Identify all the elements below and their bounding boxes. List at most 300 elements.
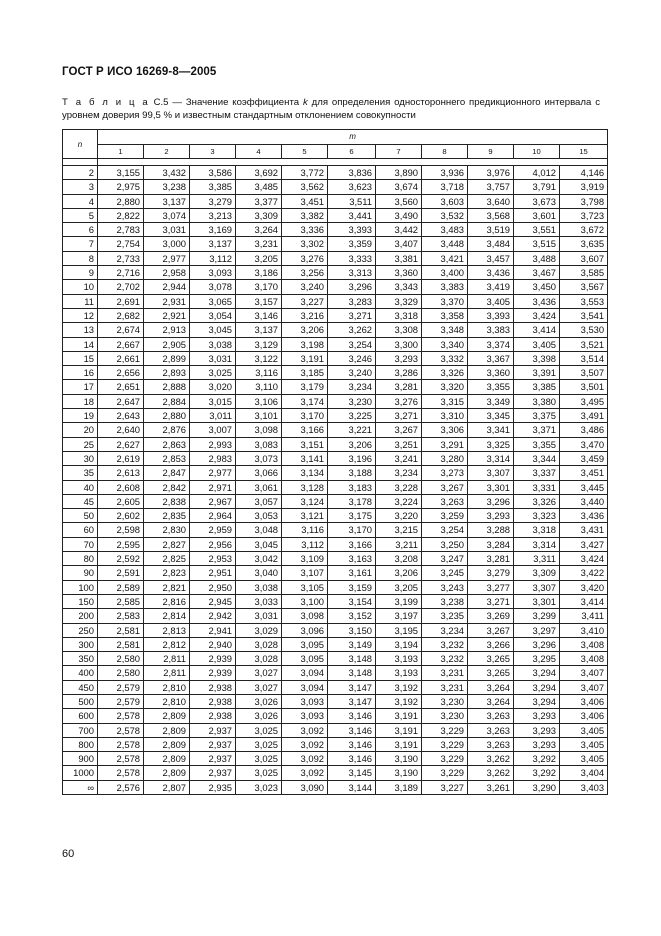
- value-cell: 2,619: [98, 451, 144, 465]
- value-cell: 3,170: [236, 280, 282, 294]
- value-cell: 3,129: [236, 337, 282, 351]
- value-cell: 3,093: [282, 694, 328, 708]
- value-cell: 3,336: [282, 223, 328, 237]
- value-cell: 3,189: [376, 780, 422, 794]
- value-cell: 2,931: [144, 294, 190, 308]
- value-cell: 3,294: [514, 680, 560, 694]
- value-cell: 2,702: [98, 280, 144, 294]
- value-cell: 3,337: [514, 466, 560, 480]
- value-cell: 2,921: [144, 308, 190, 322]
- row-n-cell: 40: [63, 480, 98, 494]
- value-cell: 3,137: [236, 323, 282, 337]
- value-cell: 2,605: [98, 494, 144, 508]
- row-n-cell: 35: [63, 466, 98, 480]
- table-row: [63, 737, 608, 751]
- value-cell: 2,810: [144, 680, 190, 694]
- value-cell: 3,296: [328, 280, 376, 294]
- value-cell: 3,211: [376, 537, 422, 551]
- value-cell: 3,213: [190, 208, 236, 222]
- value-cell: 3,490: [376, 208, 422, 222]
- value-cell: 3,314: [468, 451, 514, 465]
- value-cell: 3,673: [514, 194, 560, 208]
- row-n-cell: 16: [63, 366, 98, 380]
- value-cell: 3,284: [468, 537, 514, 551]
- value-cell: 3,262: [328, 323, 376, 337]
- value-cell: 3,341: [468, 423, 514, 437]
- value-cell: 3,092: [282, 766, 328, 780]
- value-cell: 2,940: [190, 637, 236, 651]
- value-cell: 2,971: [190, 480, 236, 494]
- table-row: [63, 409, 608, 423]
- row-n-cell: 50: [63, 509, 98, 523]
- value-cell: 3,405: [560, 723, 608, 737]
- value-cell: 2,838: [144, 494, 190, 508]
- row-n-cell: 20: [63, 423, 98, 437]
- value-cell: 3,092: [282, 737, 328, 751]
- value-cell: 3,146: [328, 723, 376, 737]
- value-cell: 3,238: [144, 180, 190, 194]
- value-cell: 2,937: [190, 723, 236, 737]
- value-cell: 3,228: [376, 480, 422, 494]
- value-cell: 2,939: [190, 666, 236, 680]
- value-cell: 3,263: [422, 494, 468, 508]
- value-cell: 3,355: [468, 380, 514, 394]
- value-cell: 3,281: [468, 552, 514, 566]
- row-n-cell: 450: [63, 680, 98, 694]
- value-cell: 3,192: [376, 680, 422, 694]
- value-cell: 3,146: [328, 752, 376, 766]
- value-cell: 3,191: [376, 723, 422, 737]
- value-cell: 2,938: [190, 694, 236, 708]
- value-cell: 3,263: [468, 723, 514, 737]
- value-cell: 3,048: [236, 523, 282, 537]
- value-cell: 3,718: [422, 180, 468, 194]
- value-cell: 3,215: [376, 523, 422, 537]
- value-cell: 3,231: [422, 666, 468, 680]
- value-cell: 3,674: [376, 180, 422, 194]
- table-row: [63, 366, 608, 380]
- value-cell: 3,095: [282, 652, 328, 666]
- table-row: [63, 566, 608, 580]
- value-cell: 3,325: [468, 437, 514, 451]
- value-cell: 3,174: [282, 394, 328, 408]
- value-cell: 3,393: [328, 223, 376, 237]
- value-cell: 3,485: [236, 180, 282, 194]
- value-cell: 3,404: [560, 766, 608, 780]
- value-cell: 3,199: [376, 594, 422, 608]
- row-n-cell: 7: [63, 237, 98, 251]
- value-cell: 3,163: [328, 552, 376, 566]
- value-cell: 2,807: [144, 780, 190, 794]
- value-cell: 2,651: [98, 380, 144, 394]
- table-row: [63, 680, 608, 694]
- value-cell: 3,230: [328, 394, 376, 408]
- value-cell: 2,592: [98, 552, 144, 566]
- value-cell: 3,045: [236, 537, 282, 551]
- table-row: [63, 394, 608, 408]
- value-cell: 2,580: [98, 652, 144, 666]
- value-cell: 3,309: [236, 208, 282, 222]
- value-cell: 3,065: [190, 294, 236, 308]
- value-cell: 3,146: [328, 737, 376, 751]
- value-cell: 3,291: [422, 437, 468, 451]
- value-cell: 3,026: [236, 694, 282, 708]
- value-cell: 2,674: [98, 323, 144, 337]
- value-cell: 3,307: [468, 466, 514, 480]
- value-cell: 3,541: [560, 308, 608, 322]
- value-cell: 3,405: [560, 752, 608, 766]
- value-cell: 3,092: [282, 752, 328, 766]
- value-cell: 2,842: [144, 480, 190, 494]
- value-cell: 2,825: [144, 552, 190, 566]
- value-cell: 3,271: [376, 409, 422, 423]
- value-cell: 3,457: [468, 251, 514, 265]
- value-cell: 3,488: [514, 251, 560, 265]
- value-cell: 3,261: [468, 780, 514, 794]
- value-cell: 3,247: [422, 552, 468, 566]
- value-cell: 3,221: [328, 423, 376, 437]
- value-cell: 3,521: [560, 337, 608, 351]
- value-cell: 3,185: [282, 366, 328, 380]
- value-cell: 3,150: [328, 623, 376, 637]
- value-cell: 3,146: [328, 709, 376, 723]
- value-cell: 3,155: [98, 166, 144, 180]
- row-n-cell: 11: [63, 294, 98, 308]
- value-cell: 3,147: [328, 680, 376, 694]
- value-cell: 3,074: [144, 208, 190, 222]
- value-cell: 3,254: [422, 523, 468, 537]
- value-cell: 2,578: [98, 737, 144, 751]
- row-n-cell: 17: [63, 380, 98, 394]
- value-cell: 3,141: [282, 451, 328, 465]
- value-cell: 3,066: [236, 466, 282, 480]
- value-cell: 3,296: [514, 637, 560, 651]
- value-cell: 3,265: [468, 666, 514, 680]
- row-n-cell: 200: [63, 609, 98, 623]
- value-cell: 3,026: [236, 709, 282, 723]
- value-cell: 3,098: [282, 609, 328, 623]
- value-cell: 3,349: [468, 394, 514, 408]
- value-cell: 3,040: [236, 566, 282, 580]
- value-cell: 3,038: [236, 580, 282, 594]
- value-cell: 3,306: [422, 423, 468, 437]
- value-cell: 3,224: [376, 494, 422, 508]
- value-cell: 3,293: [514, 723, 560, 737]
- row-n-cell: 14: [63, 337, 98, 351]
- row-n-cell: 70: [63, 537, 98, 551]
- table-row: [63, 208, 608, 222]
- value-cell: 2,822: [98, 208, 144, 222]
- value-cell: 3,279: [190, 194, 236, 208]
- value-cell: 3,530: [560, 323, 608, 337]
- row-n-cell: 1000: [63, 766, 98, 780]
- value-cell: 3,448: [422, 237, 468, 251]
- value-cell: 2,809: [144, 709, 190, 723]
- value-cell: 3,532: [422, 208, 468, 222]
- value-cell: 3,116: [282, 523, 328, 537]
- table-row: [63, 308, 608, 322]
- value-cell: 3,407: [560, 680, 608, 694]
- value-cell: 2,814: [144, 609, 190, 623]
- value-cell: 3,206: [376, 566, 422, 580]
- value-cell: 2,811: [144, 652, 190, 666]
- table-row: [63, 594, 608, 608]
- value-cell: 3,672: [560, 223, 608, 237]
- value-cell: 3,157: [236, 294, 282, 308]
- value-cell: 3,231: [422, 680, 468, 694]
- value-cell: 3,406: [560, 709, 608, 723]
- value-cell: 3,197: [376, 609, 422, 623]
- value-cell: 3,311: [514, 552, 560, 566]
- row-n-cell: 4: [63, 194, 98, 208]
- value-cell: 3,553: [560, 294, 608, 308]
- table-row: [63, 380, 608, 394]
- value-cell: 3,007: [190, 423, 236, 437]
- row-n-cell: 150: [63, 594, 98, 608]
- table-row: [63, 423, 608, 437]
- value-cell: 3,279: [468, 566, 514, 580]
- value-cell: 3,241: [376, 451, 422, 465]
- table-row: [63, 180, 608, 194]
- caption-label: Т а б л и ц а: [62, 97, 150, 108]
- value-cell: 3,192: [376, 694, 422, 708]
- value-cell: 2,953: [190, 552, 236, 566]
- value-cell: 3,175: [328, 509, 376, 523]
- value-cell: 3,263: [468, 737, 514, 751]
- row-n-cell: 800: [63, 737, 98, 751]
- value-cell: 2,576: [98, 780, 144, 794]
- value-cell: 2,578: [98, 723, 144, 737]
- value-cell: 3,607: [560, 251, 608, 265]
- value-cell: 3,073: [236, 451, 282, 465]
- value-cell: 3,134: [282, 466, 328, 480]
- value-cell: 3,190: [376, 766, 422, 780]
- value-cell: 3,090: [282, 780, 328, 794]
- value-cell: 3,161: [328, 566, 376, 580]
- value-cell: 3,408: [560, 652, 608, 666]
- value-cell: 3,078: [190, 280, 236, 294]
- value-cell: 3,128: [282, 480, 328, 494]
- value-cell: 2,899: [144, 351, 190, 365]
- value-cell: 3,276: [282, 251, 328, 265]
- value-cell: 3,234: [376, 466, 422, 480]
- value-cell: 3,169: [190, 223, 236, 237]
- value-cell: 3,234: [328, 380, 376, 394]
- value-cell: 3,028: [236, 652, 282, 666]
- row-n-cell: 2: [63, 166, 98, 180]
- value-cell: 3,101: [236, 409, 282, 423]
- value-cell: 3,230: [422, 709, 468, 723]
- row-n-cell: 700: [63, 723, 98, 737]
- value-cell: 3,297: [514, 623, 560, 637]
- value-cell: 2,812: [144, 637, 190, 651]
- value-cell: 3,380: [514, 394, 560, 408]
- row-n-cell: 250: [63, 623, 98, 637]
- value-cell: 3,586: [190, 166, 236, 180]
- value-cell: 3,424: [514, 308, 560, 322]
- value-cell: 2,809: [144, 766, 190, 780]
- value-cell: 3,057: [236, 494, 282, 508]
- value-cell: 3,374: [468, 337, 514, 351]
- table-row: [63, 194, 608, 208]
- value-cell: 3,333: [328, 251, 376, 265]
- value-cell: 3,151: [282, 437, 328, 451]
- value-cell: 2,975: [98, 180, 144, 194]
- value-cell: 3,267: [422, 480, 468, 494]
- value-cell: 3,432: [144, 166, 190, 180]
- value-cell: 3,391: [514, 366, 560, 380]
- value-cell: 3,308: [376, 323, 422, 337]
- column-header: 9: [468, 144, 514, 159]
- value-cell: 2,589: [98, 580, 144, 594]
- value-cell: 3,124: [282, 494, 328, 508]
- table-row: [63, 294, 608, 308]
- value-cell: 3,293: [468, 509, 514, 523]
- column-header: 3: [190, 144, 236, 159]
- value-cell: 3,288: [468, 523, 514, 537]
- table-row: [63, 523, 608, 537]
- value-cell: 3,345: [468, 409, 514, 423]
- value-cell: 2,754: [98, 237, 144, 251]
- value-cell: 2,935: [190, 780, 236, 794]
- value-cell: 3,280: [422, 451, 468, 465]
- value-cell: 2,853: [144, 451, 190, 465]
- value-cell: 3,178: [328, 494, 376, 508]
- value-cell: 2,716: [98, 266, 144, 280]
- value-cell: 2,939: [190, 652, 236, 666]
- value-cell: 3,514: [560, 351, 608, 365]
- value-cell: 3,216: [282, 308, 328, 322]
- value-cell: 3,424: [560, 552, 608, 566]
- row-n-cell: 18: [63, 394, 98, 408]
- value-cell: 3,405: [468, 294, 514, 308]
- value-cell: 3,023: [236, 780, 282, 794]
- value-cell: 3,375: [514, 409, 560, 423]
- value-cell: 3,045: [190, 323, 236, 337]
- value-cell: 3,159: [328, 580, 376, 594]
- value-cell: 3,442: [376, 223, 422, 237]
- value-cell: 3,371: [514, 423, 560, 437]
- table-row: [63, 652, 608, 666]
- value-cell: 3,757: [468, 180, 514, 194]
- value-cell: 3,025: [236, 752, 282, 766]
- value-cell: 3,188: [328, 466, 376, 480]
- value-cell: 3,273: [422, 466, 468, 480]
- table-row: [63, 780, 608, 794]
- value-cell: 3,194: [376, 637, 422, 651]
- spacer-cell: [63, 159, 98, 166]
- row-n-cell: 80: [63, 552, 98, 566]
- value-cell: 3,229: [422, 766, 468, 780]
- row-n-cell: 350: [63, 652, 98, 666]
- table-row: [63, 351, 608, 365]
- value-cell: 3,936: [422, 166, 468, 180]
- value-cell: 2,585: [98, 594, 144, 608]
- value-cell: 3,269: [468, 609, 514, 623]
- value-cell: 3,501: [560, 380, 608, 394]
- value-cell: 3,166: [282, 423, 328, 437]
- value-cell: 3,205: [236, 251, 282, 265]
- value-cell: 3,243: [422, 580, 468, 594]
- value-cell: 3,723: [560, 208, 608, 222]
- table-row: [63, 323, 608, 337]
- value-cell: 2,888: [144, 380, 190, 394]
- value-cell: 3,459: [560, 451, 608, 465]
- value-cell: 3,148: [328, 666, 376, 680]
- table-row: [63, 752, 608, 766]
- table-row: [63, 480, 608, 494]
- value-cell: 2,813: [144, 623, 190, 637]
- row-n-cell: 60: [63, 523, 98, 537]
- value-cell: 3,266: [468, 637, 514, 651]
- value-cell: 3,166: [328, 537, 376, 551]
- value-cell: 3,251: [376, 437, 422, 451]
- value-cell: 3,377: [236, 194, 282, 208]
- value-cell: 3,301: [468, 480, 514, 494]
- value-cell: 3,359: [328, 237, 376, 251]
- spacer-row: [63, 159, 608, 166]
- value-cell: 3,112: [282, 537, 328, 551]
- value-cell: 3,191: [376, 709, 422, 723]
- value-cell: 2,810: [144, 694, 190, 708]
- value-cell: 2,945: [190, 594, 236, 608]
- value-cell: 3,310: [422, 409, 468, 423]
- row-n-cell: 300: [63, 637, 98, 651]
- value-cell: 3,340: [422, 337, 468, 351]
- value-cell: 3,414: [514, 323, 560, 337]
- value-cell: 3,170: [328, 523, 376, 537]
- value-cell: 3,265: [468, 652, 514, 666]
- value-cell: 3,093: [282, 709, 328, 723]
- value-cell: 3,267: [376, 423, 422, 437]
- value-cell: 2,608: [98, 480, 144, 494]
- value-cell: 3,798: [560, 194, 608, 208]
- value-cell: 3,403: [560, 780, 608, 794]
- row-n-cell: 10: [63, 280, 98, 294]
- value-cell: 2,733: [98, 251, 144, 265]
- table-caption: [62, 97, 600, 122]
- value-cell: 3,344: [514, 451, 560, 465]
- row-n-cell: 500: [63, 694, 98, 708]
- value-cell: 3,208: [376, 552, 422, 566]
- value-cell: 3,299: [514, 609, 560, 623]
- value-cell: 3,025: [236, 723, 282, 737]
- value-cell: 2,809: [144, 723, 190, 737]
- value-cell: 2,937: [190, 752, 236, 766]
- value-cell: 3,486: [560, 423, 608, 437]
- caption-k-symbol: k: [302, 97, 308, 108]
- value-cell: 3,791: [514, 180, 560, 194]
- value-cell: 2,578: [98, 709, 144, 723]
- value-cell: 3,326: [514, 494, 560, 508]
- value-cell: 3,440: [560, 494, 608, 508]
- value-cell: 2,880: [144, 409, 190, 423]
- value-cell: 2,613: [98, 466, 144, 480]
- value-cell: 3,121: [282, 509, 328, 523]
- value-cell: 3,234: [422, 623, 468, 637]
- spacer-cell: [98, 159, 608, 166]
- column-header: 6: [328, 144, 376, 159]
- value-cell: 3,393: [468, 308, 514, 322]
- value-cell: 3,286: [376, 366, 422, 380]
- value-cell: 3,096: [282, 623, 328, 637]
- value-cell: 4,146: [560, 166, 608, 180]
- value-cell: 3,042: [236, 552, 282, 566]
- value-cell: 3,116: [236, 366, 282, 380]
- value-cell: 3,405: [560, 737, 608, 751]
- value-cell: 2,913: [144, 323, 190, 337]
- caption-text-part2: для определения одностороннего предикционного интервала с уровнем доверия 99,5 % и известным стандартным отклонением совокупности: [62, 97, 600, 121]
